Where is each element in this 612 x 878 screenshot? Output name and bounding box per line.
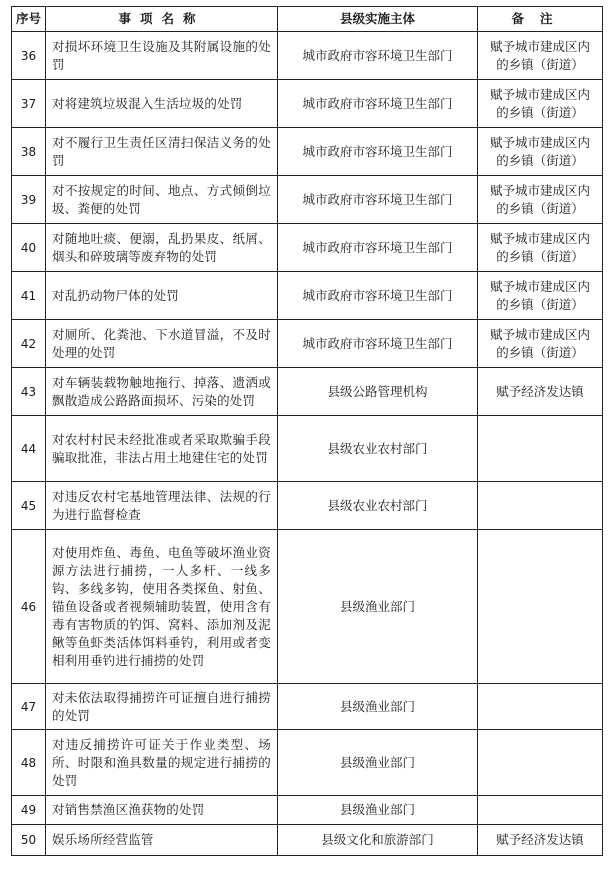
row-item: 对乱扔动物尸体的处罚 [46,272,278,320]
row-number: 38 [12,128,46,176]
row-note [478,796,603,825]
row-body: 城市政府市容环境卫生部门 [278,224,478,272]
row-note [478,684,603,730]
row-body: 城市政府市容环境卫生部门 [278,128,478,176]
row-item: 对销售禁渔区渔获物的处罚 [46,796,278,825]
row-note: 赋予城市建成区内的乡镇（街道） [478,224,603,272]
row-note: 赋予城市建成区内的乡镇（街道） [478,176,603,224]
row-item: 对车辆装载物触地拖行、掉落、遗洒或飘散造成公路路面损坏、污染的处罚 [46,368,278,416]
table-row [12,80,603,128]
table-row [12,796,603,825]
table-row [12,730,603,796]
table-row [12,320,603,368]
row-item: 对违反农村宅基地管理法律、法规的行为进行监督检查 [46,482,278,530]
row-item: 对违反捕捞许可证关于作业类型、场所、时限和渔具数量的规定进行捕捞的处罚 [46,730,278,796]
header-no: 序号 [12,7,46,32]
row-note: 赋予经济发达镇 [478,825,603,856]
header-item-name: 事项名称 [46,7,278,32]
row-body: 城市政府市容环境卫生部门 [278,80,478,128]
row-item: 娱乐场所经营监管 [46,825,278,856]
row-note: 赋予城市建成区内的乡镇（街道） [478,320,603,368]
row-number: 39 [12,176,46,224]
row-note [478,530,603,684]
row-item: 对损坏环境卫生设施及其附属设施的处罚 [46,32,278,80]
header-implementing-body: 县级实施主体 [278,7,478,32]
row-note: 赋予城市建成区内的乡镇（街道） [478,128,603,176]
table-row [12,32,603,80]
row-body: 城市政府市容环境卫生部门 [278,32,478,80]
row-number: 37 [12,80,46,128]
row-number: 42 [12,320,46,368]
row-item: 对不按规定的时间、地点、方式倾倒垃圾、粪便的处罚 [46,176,278,224]
table-row [12,825,603,856]
row-item: 对随地吐痰、便溺，乱扔果皮、纸屑、烟头和碎玻璃等废弃物的处罚 [46,224,278,272]
row-item: 对农村村民未经批准或者采取欺骗手段骗取批准，非法占用土地建住宅的处罚 [46,416,278,482]
row-body: 城市政府市容环境卫生部门 [278,320,478,368]
row-number: 46 [12,530,46,684]
row-body: 县级文化和旅游部门 [278,825,478,856]
row-item: 对未依法取得捕捞许可证擅自进行捕捞的处罚 [46,684,278,730]
row-number: 45 [12,482,46,530]
row-body: 县级渔业部门 [278,530,478,684]
row-note: 赋予经济发达镇 [478,368,603,416]
table-row [12,224,603,272]
table-row [12,272,603,320]
row-number: 40 [12,224,46,272]
row-item: 对将建筑垃圾混入生活垃圾的处罚 [46,80,278,128]
row-note: 赋予城市建成区内的乡镇（街道） [478,272,603,320]
row-body: 城市政府市容环境卫生部门 [278,272,478,320]
row-number: 43 [12,368,46,416]
table-row [12,128,603,176]
row-number: 50 [12,825,46,856]
row-body: 城市政府市容环境卫生部门 [278,176,478,224]
row-note [478,482,603,530]
row-note [478,730,603,796]
row-note: 赋予城市建成区内的乡镇（街道） [478,80,603,128]
row-number: 44 [12,416,46,482]
row-item: 对使用炸鱼、毒鱼、电鱼等破坏渔业资源方法进行捕捞，一人多杆、一线多钩、多线多钩，使用各类探鱼、射鱼、锚鱼设备或者视频辅助装置，使用含有毒有害物质的钓饵、窝料、添加剂及泥鳅等鱼虾类活体饵料垂钓，利用或者变相利用垂钓进行捕捞的处罚 [46,530,278,684]
row-body: 县级渔业部门 [278,730,478,796]
row-body: 县级农业农村部门 [278,416,478,482]
row-number: 47 [12,684,46,730]
table-row [12,684,603,730]
table-row [12,416,603,482]
row-number: 36 [12,32,46,80]
table-row [12,530,603,684]
row-number: 49 [12,796,46,825]
header-note: 备注 [478,7,603,32]
row-body: 县级渔业部门 [278,684,478,730]
row-note [478,416,603,482]
table-row [12,368,603,416]
table-row [12,482,603,530]
row-body: 县级渔业部门 [278,796,478,825]
row-item: 对不履行卫生责任区清扫保洁义务的处罚 [46,128,278,176]
items-table [11,6,603,856]
table-header-row [12,7,603,32]
row-item: 对厕所、化粪池、下水道冒溢，不及时处理的处罚 [46,320,278,368]
row-number: 41 [12,272,46,320]
row-body: 县级公路管理机构 [278,368,478,416]
row-note: 赋予城市建成区内的乡镇（街道） [478,32,603,80]
row-number: 48 [12,730,46,796]
row-body: 县级农业农村部门 [278,482,478,530]
table-row [12,176,603,224]
